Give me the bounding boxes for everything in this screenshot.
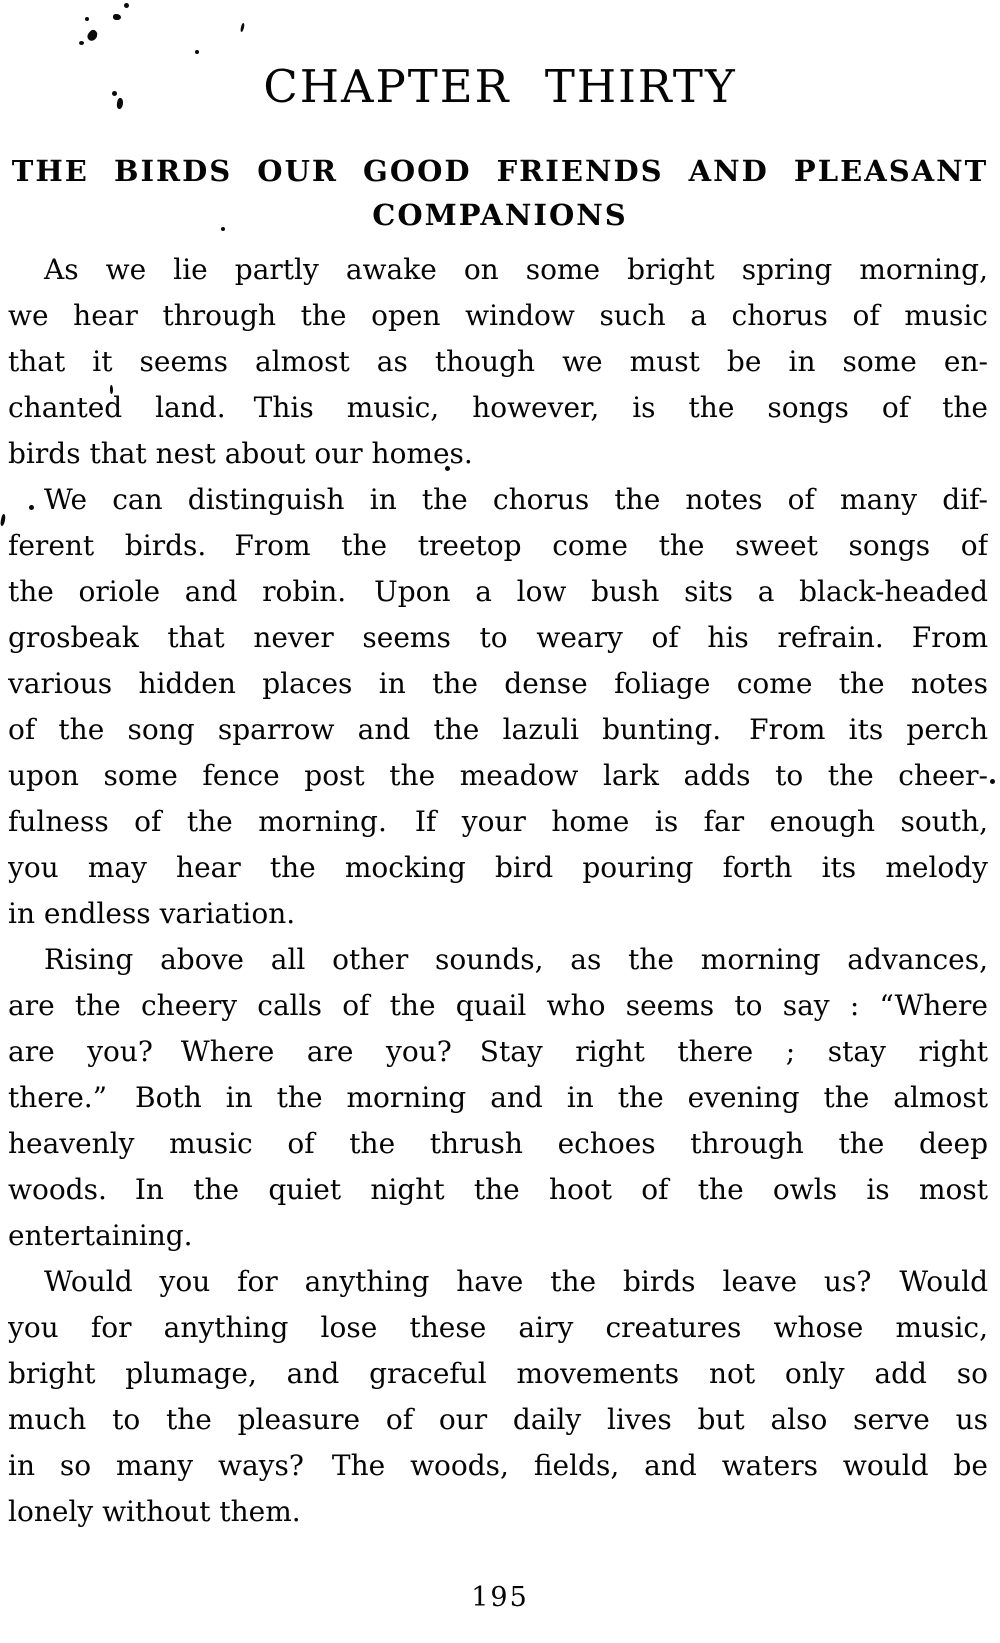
body-line: grosbeak that never seems to weary of his refrain. From xyxy=(8,621,988,654)
body-line: there.” Both in the morning and in the evening the almost xyxy=(8,1081,988,1114)
body-line: heavenly music of the thrush echoes through the deep xyxy=(8,1127,988,1160)
ink-speck xyxy=(240,23,245,32)
body-line: the oriole and robin. Upon a low bush sits a black-headed xyxy=(8,575,988,608)
body-line: in so many ways? The woods, fields, and waters would be xyxy=(8,1449,988,1482)
ink-speck xyxy=(113,14,121,20)
body-line: of the song sparrow and the lazuli bunting. From its perch xyxy=(8,713,988,746)
body-line: that it seems almost as though we must be in some en- xyxy=(8,345,988,378)
body-line: are the cheery calls of the quail who seems to say : “Where xyxy=(8,989,988,1022)
body-line: woods. In the quiet night the hoot of the owls is most xyxy=(8,1173,988,1206)
ink-speck xyxy=(0,514,6,527)
body-line: As we lie partly awake on some bright spring morning, xyxy=(44,253,988,286)
section-title-line2: COMPANIONS xyxy=(372,198,628,232)
body-line: lonely without them. xyxy=(8,1495,301,1528)
section-title xyxy=(0,149,1000,237)
body-line: you may hear the mocking bird pouring forth its melody xyxy=(8,851,988,884)
ink-speck xyxy=(990,779,995,784)
body-line: entertaining. xyxy=(8,1219,193,1252)
body-line: ferent birds. From the treetop come the sweet songs of xyxy=(8,529,988,562)
body-line: fulness of the morning. If your home is far enough south, xyxy=(8,805,988,838)
body-line: We can distinguish in the chorus the notes of many dif- xyxy=(44,483,988,516)
body-line: in endless variation. xyxy=(8,897,296,930)
paragraph xyxy=(8,937,988,1259)
paragraph xyxy=(8,247,988,477)
body-line: Would you for anything have the birds leave us? Would xyxy=(44,1265,988,1298)
ink-speck xyxy=(195,50,199,54)
body-line: Rising above all other sounds, as the morning advances, xyxy=(44,943,988,976)
body-line: you for anything lose these airy creatures whose music, xyxy=(8,1311,988,1344)
body-line: we hear through the open window such a chorus of music xyxy=(8,299,988,332)
body-line: bright plumage, and graceful movements not only add so xyxy=(8,1357,988,1390)
body-line: birds that nest about our homes. xyxy=(8,437,473,470)
ink-speck xyxy=(85,17,89,21)
body-line: chanted land. This music, however, is the songs of the xyxy=(8,391,988,424)
ink-speck xyxy=(79,41,84,45)
body-line: various hidden places in the dense foliage come the notes xyxy=(8,667,988,700)
ink-speck xyxy=(124,3,129,8)
ink-speck xyxy=(86,28,100,42)
section-title-line1: THE BIRDS OUR GOOD FRIENDS AND PLEASANT xyxy=(11,154,989,188)
paragraph xyxy=(8,1259,988,1535)
paragraph xyxy=(8,477,988,937)
body-line: much to the pleasure of our daily lives but also serve us xyxy=(8,1403,988,1436)
page-number: 195 xyxy=(471,1582,529,1613)
body-line: upon some fence post the meadow lark adds to the cheer- xyxy=(8,759,988,792)
body-line: are you? Where are you? Stay right there ; stay right xyxy=(8,1035,988,1068)
chapter-heading: CHAPTER THIRTY xyxy=(263,60,737,113)
body-text xyxy=(8,247,988,1535)
